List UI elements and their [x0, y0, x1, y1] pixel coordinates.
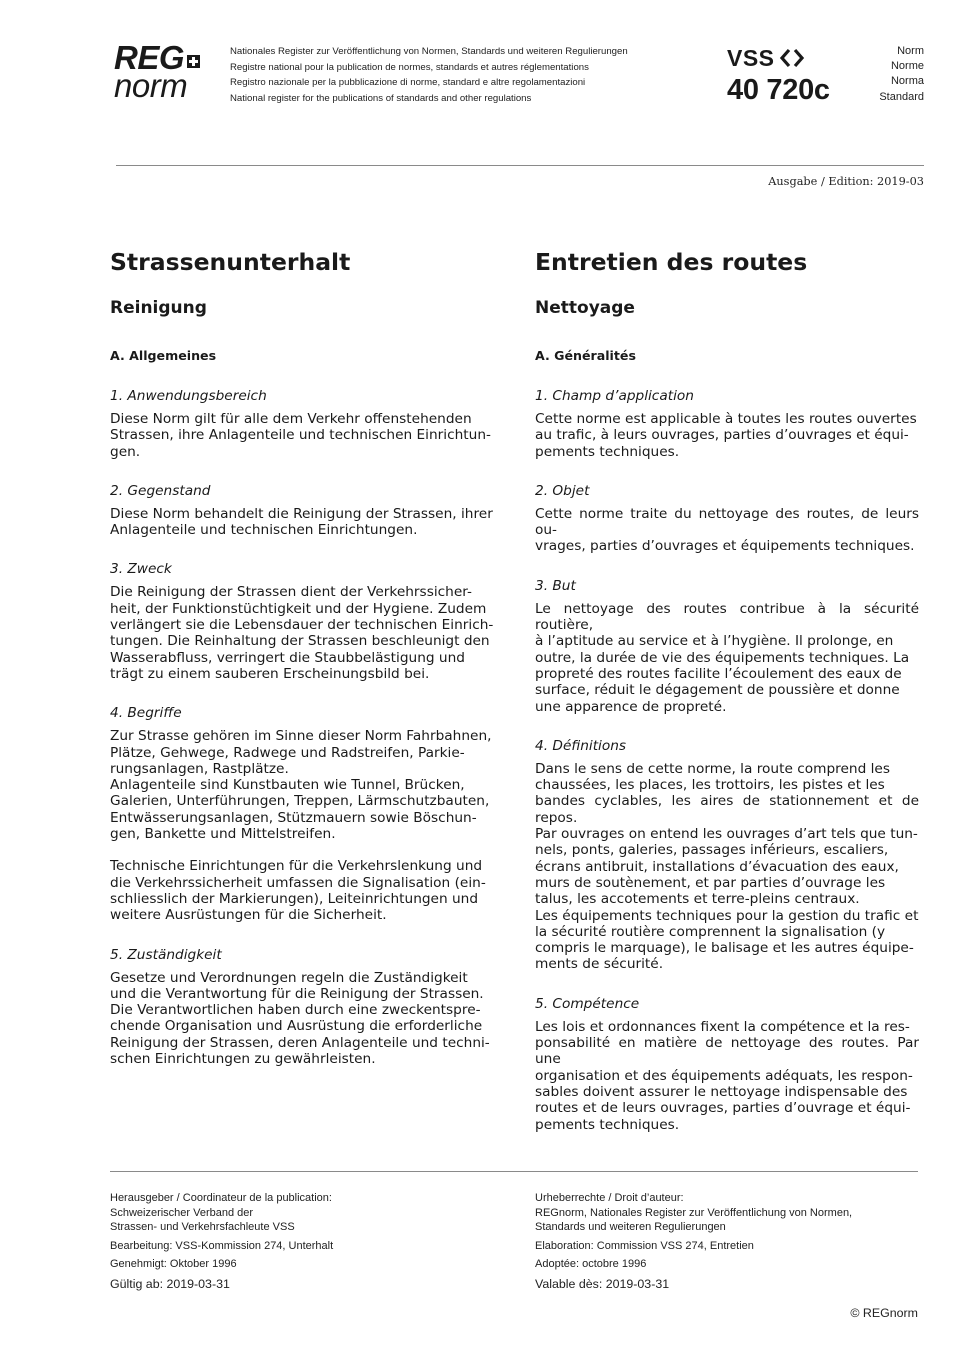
clause-text: Diese Norm behandelt die Reinigung der Strassen, ihrer Anlagenteile und technischen Einrichtungen.	[110, 505, 493, 539]
clause-fr-1	[535, 387, 919, 460]
gueltig-ab: Gültig ab: 2019-03-31	[110, 1276, 230, 1291]
clause-heading: 1. Champ d’application	[535, 388, 694, 404]
clause-heading: 2. Objet	[535, 482, 590, 499]
register-description	[230, 44, 628, 106]
footer-copyright-info	[535, 1191, 935, 1292]
clause-fr-5	[535, 995, 919, 1133]
document-type	[879, 44, 924, 105]
swiss-cross-icon	[187, 55, 200, 68]
french-column	[535, 245, 919, 1133]
clause-fr-2	[535, 482, 919, 555]
document-title-fr: Entretien des routes	[535, 248, 808, 276]
logo-reg-text: REG	[114, 39, 185, 76]
clause-de-1	[110, 387, 494, 460]
clause-heading: 5. Zuständigkeit	[110, 946, 222, 963]
footer-publisher-info	[110, 1191, 510, 1292]
register-line-en: National register for the publications of standards and other regulations	[230, 92, 532, 104]
logo-norm-text: norm	[114, 67, 188, 104]
clause-de-3	[110, 560, 494, 682]
document-title-de: Strassenunterhalt	[110, 248, 351, 276]
clause-text: Le nettoyage des routes contribue à la sécurité routière, à l’aptitude au service et à l’hygiène. Il prolonge, en outre, la durée de vie des équipements techniques. La propreté des routes facilite l’écoulement des eaux de surface, réduit le dégagement de poussière et donne une apparence de propreté.	[535, 600, 919, 715]
register-line-de: Nationales Register zur Veröffentlichung von Normen, Standards und weiteren Regulierungen	[230, 46, 628, 57]
register-line-fr: Registre national pour la publication de normes, standards et autres réglementations	[230, 61, 589, 73]
copyright-holder-line2: Standards und weiteren Regulierungen	[535, 1221, 726, 1234]
clause-text: Technische Einrichtungen für die Verkehrslenkung und die Verkehrssicherheit umfassen die Signalisation (ein- schliesslich der Markierungen), Leiteinrichtungen und weitere Ausrüstungen für die Sicherheit.	[110, 858, 486, 924]
clause-heading: 3. Zweck	[110, 561, 172, 578]
header-divider	[116, 165, 924, 166]
doc-type-it: Norma	[890, 75, 924, 88]
clause-text: Zur Strasse gehören im Sinne dieser Norm Fahrbahnen, Plätze, Gehwege, Radwege und Radstreifen, Parkie- rungsanlagen, Rastplätze. Anlagenteile sind Kunstbauten wie Tunnel, Brücken, Galerien, Unterführungen, Treppen, Lärmschutzbauten, Entwässerungsanlagen, Stützmauern sowie Böschun- gen, Bankette und Mittelstreifen.	[110, 728, 492, 843]
vss-logo	[727, 46, 805, 70]
clause-heading: 2. Gegenstand	[110, 482, 211, 499]
doc-type-de: Norm	[897, 45, 924, 57]
clause-heading: 1. Anwendungsbereich	[110, 388, 267, 404]
clause-heading: 3. But	[535, 577, 576, 594]
document-subtitle-de: Reinigung	[110, 298, 207, 318]
clause-fr-3	[535, 577, 919, 715]
clause-text: Dans le sens de cette norme, la route comprend les chaussées, les places, les trottoirs, les pistes et les bandes cyclables, les aires de stationnement et de repos. Par ouvrages on entend les ouvrages d’art tels que tun- nels, ponts, galeries, passages inférieurs, escaliers, écrans antibruit, installations d’évacuation des eaux, murs de soutènement, et par parties d’ouvrage les talus, les accotements et terre-pleins centraux. Les équipements techniques pour la gestion du trafic et la sécurité routière comprennent la signalisation (y compris le marquage), le balisage et les autres équipe- ments de sécurité.	[535, 760, 919, 973]
clause-text: Die Reinigung der Strassen dient der Verkehrssicher- heit, der Funktionstüchtigkeit und der Hygiene. Zudem verlängert sie die Lebensdauer der technischen Einrich- tungen. Die Reinhaltung der Strassen beschleunigt den Wasserabfluss, verringert die Staubbelästigung und trägt zu einem sauberen Erscheinungsbild bei.	[110, 584, 494, 682]
elaboration: Elaboration: Commission VSS 274, Entretien	[535, 1239, 754, 1252]
publisher-name-line2: Strassen- und Verkehrsfachleute VSS	[110, 1221, 295, 1234]
document-subtitle-fr: Nettoyage	[535, 298, 635, 318]
clause-text: Cette norme traite du nettoyage des routes, de leurs ou- vrages, parties d’ouvrages et équipements techniques.	[535, 505, 919, 555]
genehmigt: Genehmigt: Oktober 1996	[110, 1258, 237, 1271]
clause-fr-4	[535, 737, 919, 973]
clause-de-4	[110, 704, 494, 923]
clause-heading: 4. Begriffe	[110, 705, 182, 722]
clause-de-5	[110, 946, 494, 1068]
copyright-label: Urheberrechte / Droit d’auteur:	[535, 1192, 684, 1204]
regnorm-logo	[114, 39, 214, 104]
valable-des: Valable dès: 2019-03-31	[535, 1276, 670, 1291]
section-heading-de: A. Allgemeines	[110, 348, 217, 363]
copyright-holder-line1: REGnorm, Nationales Register zur Veröffentlichung von Normen,	[535, 1206, 853, 1219]
german-column	[110, 245, 494, 1067]
clause-heading: 5. Compétence	[535, 995, 640, 1012]
vss-chevron-icon	[779, 47, 805, 69]
clause-text: Diese Norm gilt für alle dem Verkehr offenstehenden Strassen, ihre Anlagenteile und technischen Einrichtun- gen.	[110, 411, 491, 460]
copyright-notice: © REGnorm	[850, 1306, 918, 1320]
norm-number: 40 720c	[727, 74, 830, 106]
section-heading-fr: A. Généralités	[535, 348, 636, 363]
bearbeitung: Bearbeitung: VSS-Kommission 274, Unterhalt	[110, 1239, 334, 1252]
doc-type-en: Standard	[879, 90, 924, 103]
footer-divider	[110, 1171, 918, 1172]
publisher-label: Herausgeber / Coordinateur de la publication:	[110, 1192, 332, 1204]
doc-type-fr: Norme	[890, 60, 924, 73]
clause-text: Les lois et ordonnances fixent la compétence et la res- ponsabilité en matière de nettoyage des routes. Par une organisation et des équipements adéquats, les respon- sables doivent assurer le nettoyage indispensable des routes et de leurs ouvrages, parties d’ouvrage et équi- pements techniques.	[535, 1018, 919, 1133]
register-line-it: Registro nazionale per la pubblicazione di norme, standard e altre regolamentazioni	[230, 77, 586, 89]
vss-logo-text: VSS	[727, 45, 775, 71]
clause-text: Gesetze und Verordnungen regeln die Zuständigkeit und die Verantwortung für die Reinigung der Strassen. Die Verantwortlichen haben durch eine zweckentspre- chende Organisation und Ausrüstung die erforderliche Reinigung der Strassen, deren Anlagenteile und techni- schen Einrichtungen zu gewährleisten.	[110, 969, 490, 1068]
adoptee: Adoptée: octobre 1996	[535, 1258, 647, 1271]
clause-heading: 4. Définitions	[535, 737, 627, 754]
clause-de-2	[110, 482, 494, 539]
clause-text: Cette norme est applicable à toutes les routes ouvertes au trafic, à leurs ouvrages, parties d’ouvrages et équi- pements techniques.	[535, 411, 917, 460]
publisher-name-line1: Schweizerischer Verband der	[110, 1206, 254, 1219]
edition-date: Ausgabe / Edition: 2019-03	[768, 175, 924, 188]
